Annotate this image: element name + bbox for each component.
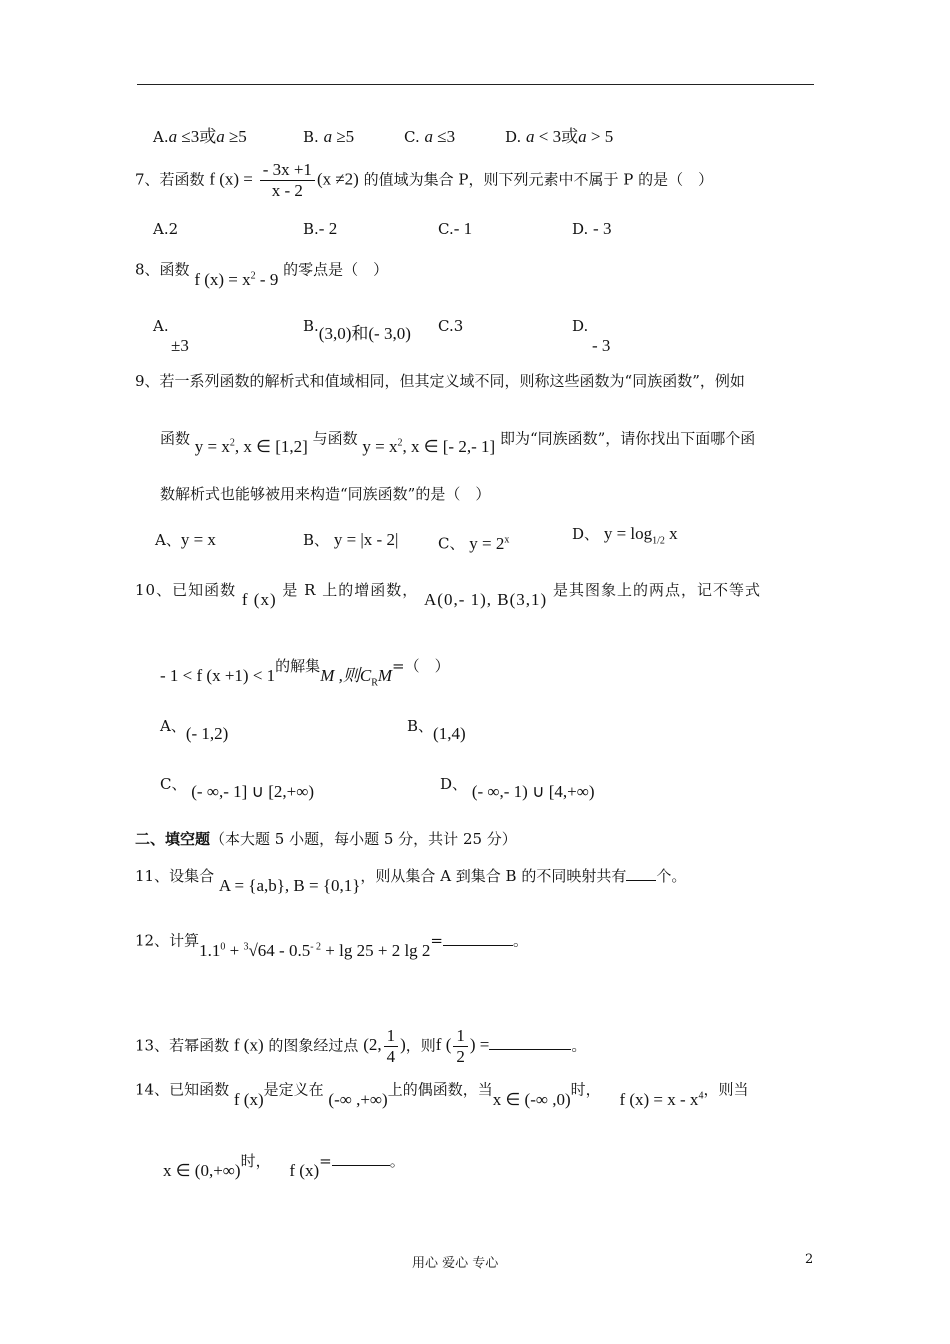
q6-option-a: A.a ≤3或a ≥5 [153, 127, 247, 146]
q10-option-a: A、(- 1,2) [160, 717, 229, 743]
q10-stem-line1: 10、已知函数 f (x) 是 R 上的增函数， A(0,- 1), B(3,1) 是其图象上的两点，记不等式 [135, 581, 761, 609]
q7-option-c: C.- 1 [438, 219, 473, 238]
q7-option-a: A.2 [153, 220, 179, 238]
q12-answer-blank[interactable] [443, 931, 513, 946]
q11: 11、设集合 A = {a,b}, B = {0,1}，则从集合 A 到集合 B 的不同映射共有 个。 [135, 867, 687, 895]
q6-option-b: B. a ≥5 [303, 127, 355, 146]
q13: 13、若幂函数 f (x) 的图象经过点 (2, $\frac{1}{4}$ )，则f ( $\frac{1}{2}$ ) = 。 [135, 1026, 587, 1066]
q7-option-b: B.- 2 [303, 219, 338, 238]
q10-option-b: B、(1,4) [407, 717, 466, 743]
q6-option-c: C. a ≤3 [404, 127, 456, 146]
q8-option-a: A. ±3 [153, 317, 189, 355]
q9-stem-line1: 9、若一系列函数的解析式和值域相同，但其定义域不同，则称这些函数为“同族函数”，例如 [135, 372, 745, 390]
q12: 12、计算$1.1^0 + ^3√64 - 0.5^{- 2} + \lg 25 + 2$ lg 2= 。 [135, 931, 529, 960]
q14-answer-blank[interactable] [332, 1151, 390, 1166]
q10-option-d: D、 (- ∞,- 1) ∪ [4,+∞) [440, 775, 595, 801]
q8-stem: 8、函数 f $(x) = x^2 - 9$ 的零点是（ ） [135, 260, 389, 289]
q11-answer-blank[interactable] [626, 866, 656, 881]
q7-option-d: D. - 3 [572, 219, 612, 238]
q10-option-c: C、 (- ∞,- 1] ∪ [2,+∞) [160, 775, 315, 801]
q8-option-c: C.3 [438, 317, 464, 335]
section-title: 二、填空题（本大题 5 小题，每小题 5 分，共计 25 分） [135, 830, 517, 848]
q14-line2: x ∈ (0,+∞)时， f (x)= 。 [163, 1152, 405, 1180]
q9-stem-line3: 数解析式也能够被用来构造“同族函数”的是（ ） [160, 485, 491, 503]
footer-slogan: 用心 爱心 专心 [412, 1256, 499, 1271]
q7-stem: 7、若函数 f (x) = $\frac{- 3x +1}{x - 2}$ (x ≠2) 的值域为集合 P，则下列元素中不属于 P 的是（ ） [135, 160, 714, 200]
q6-option-d: D. a < 3或a > 5 [505, 127, 614, 146]
q9-option-a: A、y = x [155, 530, 216, 549]
header-rule [137, 84, 814, 85]
page-number: 2 [805, 1252, 814, 1267]
q9-option-b: B、 y = |x - 2| [303, 530, 399, 549]
q9-stem-line2: 函数 $y = x^2$, x ∈ [1,2] 与函数 $y = x^2$, x ∈ [- 2,- 1] 即为“同族函数”，请你找出下面哪个函 [160, 429, 756, 456]
q7-fraction: $\frac{- 3x +1}{x - 2}$ [260, 160, 315, 201]
q8-option-d: D. - 3 [572, 317, 611, 355]
q9-option-c: C、 $y = 2^x$ [438, 533, 510, 553]
q14-line1: 14、已知函数 f (x)是定义在 (-∞ ,+∞)上的偶函数，当x ∈ (-∞ ,0)时， f $(x) = x - x^4$，则当 [135, 1080, 749, 1109]
q13-answer-blank[interactable] [489, 1035, 571, 1050]
q10-stem-line2: - 1 < f (x +1) < 1的解集M ,则$C_RM=$（ ） [160, 657, 450, 689]
q8-option-b: B.(3,0)和(- 3,0) [303, 317, 411, 343]
q9-option-d: D、 $y = \log_{1/2} x$ [572, 524, 678, 547]
